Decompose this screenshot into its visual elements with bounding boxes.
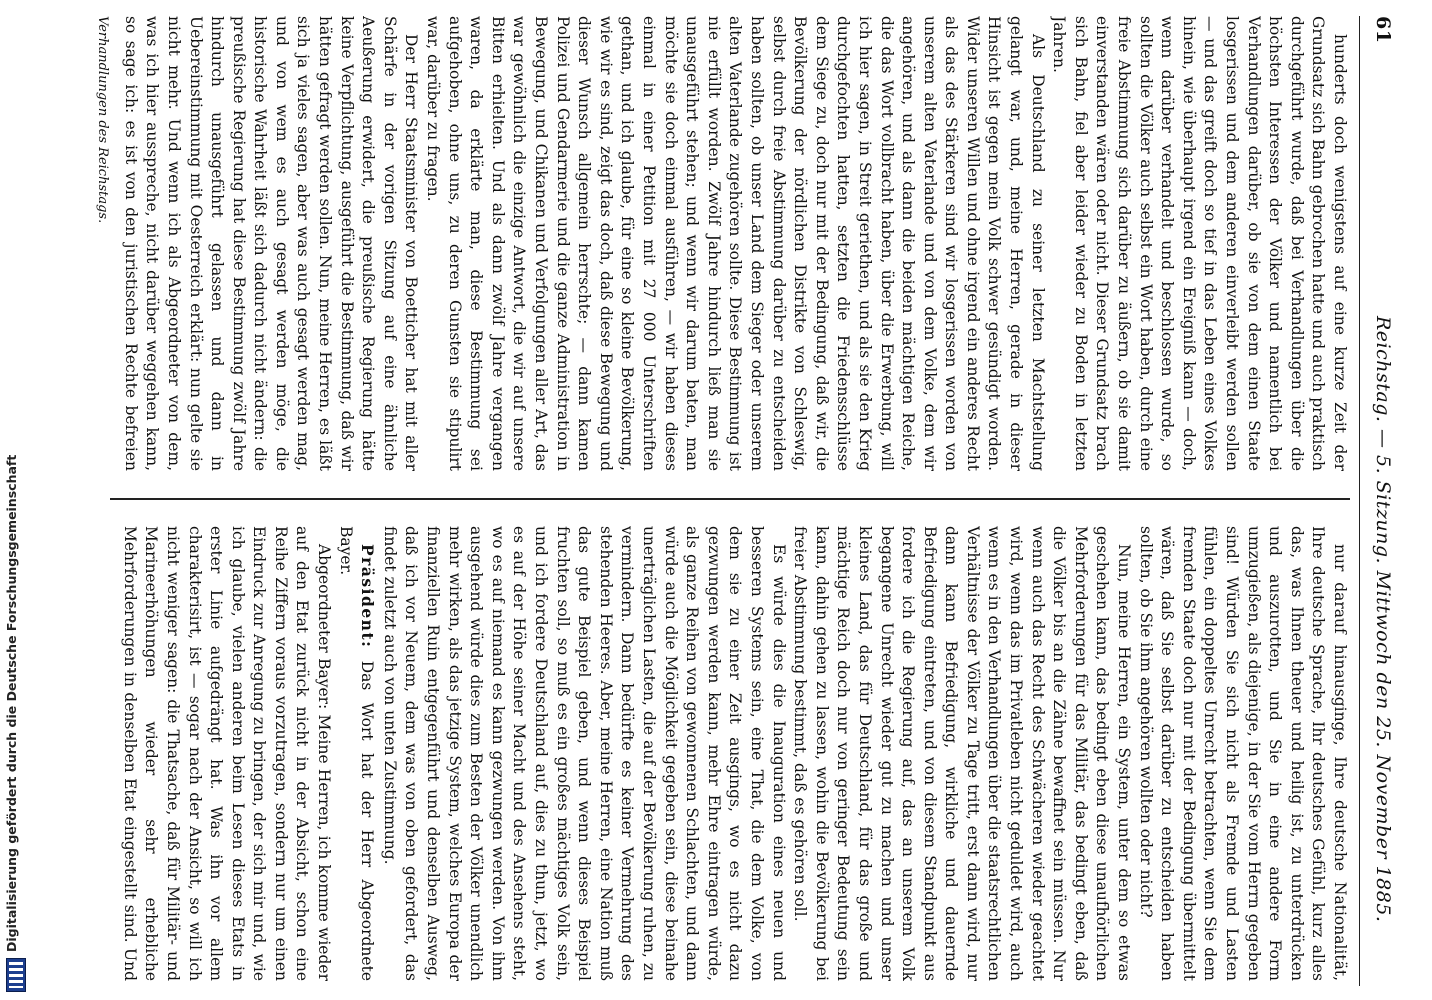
left-column	[120, 16, 1350, 471]
page-footer: Verhandlungen des Reichstags.	[95, 16, 110, 224]
margin-strip	[0, 0, 34, 1000]
right-paragraph-2: Nun, meine Herren, ein System, unter dem so etwas geschehen kann, das bedingt eben diese unaufhörlichen Mehrforderungen für das Militär, das bedingt eben, daß die Völker bis an die Zähne bewaffnet sein müssen. Nur wenn auch das Recht des Schwächeren wieder geachtet wird, wenn das im Privatleben nicht geduldet wird, auch wenn es in den Verhandlungen über die staatsrechtlichen Verhältnisse der Völker zu Tage tritt, erst dann wird, nur dann kann Befriedigung, wirkliche und dauernde Befriedigung eintreten, und von diesem Standpunkt aus fordere ich die Regierung auf, das an unserem Volk begangene Unrecht wieder gut zu machen und unser kleines Land, das für Deutschland, für das große und mächtige Reich doch nur von geringer Bedeutung sein kann, dahin gehen zu lassen, wohin die Bevölkerung bei freier Abstimmung bestimmt, daß es gehören soll.	[791, 526, 1134, 981]
rotated-reichstag-page	[88, 16, 1398, 986]
right-paragraph-1: nur darauf hinausginge, Ihre deutsche Nationalität, Ihre deutsche Sprache, Ihr deutsches Gefühl, kurz alles das, was Ihnen theuer und heilig ist, zu unterdrücken und auszurotten, und Sie in eine andere Form umzugießen, als diejenige, in der Sie vom Herrn gegeben sind! Würden Sie sich nicht als Fremde und Lasten fühlen, ein doppeltes Unrecht betrachten, wenn Sie dem fremden Staate doch nur mit der Bedingung übermittelt wären, daß Sie selbst darüber zu entscheiden haben sollten, ob Sie ihm angehören wollten oder nicht?	[1136, 526, 1349, 981]
dfg-logo	[6, 958, 26, 992]
running-head: Reichstag. — 5. Sitzung. Mittwoch den 25. November 1885.	[1372, 316, 1394, 923]
president-text: Das Wort hat der Herr Abgeordnete Bayer.	[336, 526, 377, 981]
right-paragraph-3: Es würde dies die Inauguration eines neuen und besseren Systems sein, eine That, die dem Volke, von dem sie zu einer Zeit ausgings, wo es nicht dazu gezwungen werden kann, mehr Ehre eintragen würde, als ganze Reihen von gewonnenen Schlachten, und dann würde auch die Möglichkeit gegeben sein, diese beinahe unerträglichen Lasten, die auf der Bevölkerung ruhen, zu vermindern. Dann bedürfte es keiner Vermehrung des stehenden Heeres. Aber, meine Herren, eine Nation muß das gute Beispiel geben, und wenn dieses Beispiel fruchten soll, so muß es ein großes mächtiges Volk sein, und ich fordere Deutschland auf, dies zu thun, jetzt, wo es auf der Höhe seiner Macht und des Ansehens steht, wo es auf niemand es kann gezwungen werden. Von ihm ausgehend würde dies zum Besten der Völker unendlich mehr wirken, als das jetzige System, welches Europa der finanziellen Ruin entgegenführt und denselben Ausweg, daß ich vor Neuem, dem was von oben gefordert, das findet zuletzt auch von unten Zustimmung.	[380, 526, 788, 981]
page-number: 61	[1372, 16, 1394, 44]
president-label: Präsident:	[358, 544, 378, 649]
right-column	[120, 526, 1350, 981]
digitization-credit: Digitalisierung gefördert durch die Deutsche Forschungsgemeinschaft	[4, 454, 19, 952]
column-divider	[110, 498, 1350, 500]
president-paragraph	[334, 526, 378, 981]
page-header	[1358, 16, 1398, 986]
dfg-logo-mark	[9, 962, 23, 988]
left-paragraph-2: Als Deutschland zu seiner letzten Machtstellung gelangt war, und, meine Herren, gerade in dieser Hinsicht ist gegen mein Volk schwer gesündigt worden. Wider unseren Willen und ohne irgend ein anderes Recht als das des Stärkeren sind wir losgerissen worden von unserem alten Vaterlande und von dem Volke, dem wir angehören, und als dann die beiden mächtigen Reiche, die das Wort vollbracht haben, über die Erwerbung, will ich hier sagen, in Streit geriethen, und als sie den Krieg durchgefochten hatten, setzten die Friedensschlüsse dem Siege zu, doch nur mit der Bedingung, daß wir, die Bevölkerung der nördlichen Distrikte von Schleswig, selbst durch freie Abstimmung darüber zu entscheiden haben sollten, ob unser Land dem Sieger oder unserem alten Vaterlande zugehören sollte. Diese Bestimmung ist nie erfüllt worden. Zwölf Jahre hindurch ließ man sie unausgeführt stehen; und wenn wir darum baten, man möchte sie doch einmal ausführen, — wir haben dieses einmal in einer Petition mit 27 000 Unterschriften gethan, und ich glaube, für eine so kleine Bevölkerung, wie wir es sind, zeigt das doch, daß diese Bewegung und dieser Wunsch allgemein herrschte; — dann kamen Polizei und Gendarmerie und die ganze Administration in Bewegung, und Chikanen und Verfolgungen aller Art, das war gewöhnlich die einzige Antwort, die wir auf unsere Bitten erhielten. Und als dann zwölf Jahre vergangen waren, da erklärte man, diese Bestimmung sei aufgehoben, ohne uns, zu deren Gunsten sie stipulirt war, darüber zu fragen.	[424, 16, 1047, 471]
speaker-paragraph-1: Abgeordneter Bayer: Meine Herren, ich komme wieder auf den Etat zurück nicht in der Absicht, schon eine Reihe Ziffern voraus vorzutragen, sondern nur um einen Eindruck zur Anregung zu bringen, der sich mir und, wie ich glaube, vielen anderen beim Lesen dieses Etats in erster Linie aufgedrängt hat. Was ihn vor allem charakterisirt, ist — sogar nach der Ansicht, so will ich nicht weniger sagen: die Thatsache, daß für Militär- und Marineerhöhungen wieder sehr erhebliche Mehrforderungen in denselben Etat eingestellt sind. Und	[120, 526, 334, 981]
header-rule	[1359, 16, 1360, 986]
left-paragraph-1: hunderts doch wenigstens auf eine kurze Zeit der Grundsatz sich Bahn gebrochen hatte und auch praktisch durchgeführt wurde, daß bei Verhandlungen über die höchsten Interessen der Völker und namentlich bei Verhandlungen darüber, ob sie von dem einen Staate losgerissen und dem anderen einverleibt werden sollen — und das greift doch so tief in das Leben eines Volkes hinein, wie überhaupt irgend ein Ereigniß kann — doch, wenn darüber verhandelt und beschlossen wurde, so sollten die Völker auch selbst ein Wort haben, durch eine freie Abstimmung sich darüber zu äußern, ob sie damit einverstanden wären oder nicht. Dieser Grundsatz brach sich Bahn, fiel aber leider wieder zu Boden in letzten Jahren.	[1050, 16, 1349, 471]
left-paragraph-3: Der Herr Staatsminister von Boetticher hat mit aller Schärfe in der vorigen Sitzung auf eine ähnliche Aeußerung erwidert, die preußische Regierung hätte keine Verpflichtung, ausgeführt die Bestimmung, daß wir hätten gefragt werden sollen. Nun, meine Herren, es läßt sich ja vieles sagen, aber was auch gesagt werden mag, und von wem es auch gesagt werden möge, die historische Wahrheit läßt sich dadurch nicht ändern: die preußische Regierung hat diese Bestimmung zwölf Jahre hindurch unausgeführt gelassen und dann in Uebereinstimmung mit Oesterreich erklärt: nun gelte sie nicht mehr. Und wenn ich als Abgeordneter von dem, was ich hier ausspreche, nicht darüber weggehen kann, so sage ich: es ist von den juristischen Rechte befreien	[121, 16, 421, 471]
